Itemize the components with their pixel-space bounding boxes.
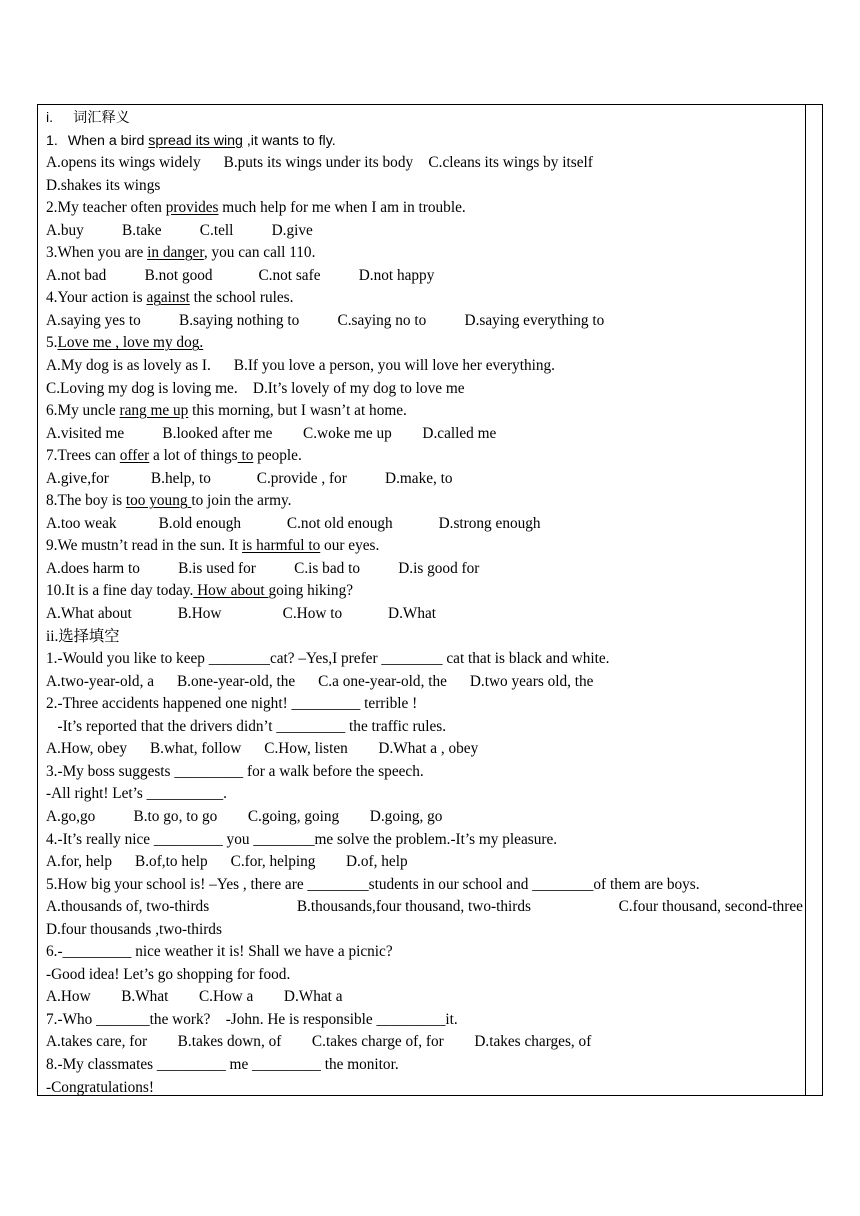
section2-line: 4.-It’s really nice _________ you ________me solve the problem.-It’s my pleasure. [46,830,558,848]
section2-line: A.How, obey B.what, follow C.How, listen D.What a , obey [46,740,479,758]
question-6-options: A.visited me B.looked after me C.woke me up D.called me [46,424,497,442]
section2-line: 2.-Three accidents happened one night! _________ terrible ! [46,695,418,713]
section2-q5-options: A.thousands of, two-thirds B.thousands,four thousand, two-thirds C.four thousand, second-three [46,898,803,916]
question-7-options: A.give,for B.help, to C.provide , for D.make, to [46,469,453,487]
question-2-options: A.buy B.take C.tell D.give [46,221,313,239]
question-3-options: A.not bad B.not good C.not safe D.not happy [46,266,435,284]
question-8-options: A.too weak B.old enough C.not old enough D.strong enough [46,514,541,532]
question-10: 10.It is a fine day today. How about going hiking? [46,582,354,600]
section2-line: 6.-_________ nice weather it is! Shall we have a picnic? [46,943,393,961]
section2-line: 3.-My boss suggests _________ for a walk before the speech. [46,762,424,780]
section2-line: -It’s reported that the drivers didn’t _________ the traffic rules. [46,717,447,735]
heading-number: i. [46,110,54,126]
question-8: 8.The boy is too young to join the army. [46,492,292,510]
question-1: 1. When a bird spread its wing ,it wants to fly. [46,132,336,149]
question-4: 4.Your action is against the school rules. [46,289,294,307]
question-5-options: A.My dog is as lovely as I. B.If you love a person, you will love her everything. [46,357,555,375]
section2-line: A.How B.What C.How a D.What a [46,988,343,1006]
question-2: 2.My teacher often provides much help for me when I am in trouble. [46,199,466,217]
heading-text: 词汇释义 [73,110,130,126]
section2-line: A.two-year-old, a B.one-year-old, the C.a one-year-old, the D.two years old, the [46,672,594,690]
question-1-options: D.shakes its wings [46,176,161,194]
question-6: 6.My uncle rang me up this morning, but I wasn’t at home. [46,402,407,420]
worksheet-table [37,104,823,1096]
question-4-options: A.saying yes to B.saying nothing to C.saying no to D.saying everything to [46,311,605,329]
section2-line: D.four thousands ,two-thirds [46,920,222,938]
section2-line: -All right! Let’s __________. [46,785,227,803]
section2-line: A.go,go B.to go, to go C.going, going D.going, go [46,807,443,825]
section2-line: A.for, help B.of,to help C.for, helping D.of, help [46,853,408,871]
question-5-options: C.Loving my dog is loving me. D.It’s lovely of my dog to love me [46,379,465,397]
section2-line: -Congratulations! [46,1078,154,1096]
question-10-options: A.What about B.How C.How to D.What [46,605,437,623]
question-1-options: A.opens its wings widely B.puts its wings under its body C.cleans its wings by itself [46,154,593,172]
section2-line: 5.How big your school is! –Yes , there are ________students in our school and ________of them are boys. [46,875,700,893]
section2-line: 8.-My classmates _________ me _________ the monitor. [46,1055,399,1073]
right-column [805,105,824,1095]
section2-line: A.takes care, for B.takes down, of C.takes charge of, for D.takes charges, of [46,1033,592,1051]
section2-heading: ii.选择填空 [46,627,120,645]
question-3: 3.When you are in danger, you can call 110. [46,244,316,262]
worksheet-cell [46,107,803,1099]
question-9: 9.We mustn’t read in the sun. It is harmful to our eyes. [46,537,380,555]
question-5: 5.Love me , love my dog. [46,334,204,352]
section2-line: 1.-Would you like to keep ________cat? –Yes,I prefer ________ cat that is black and white. [46,650,610,668]
section2-line: 7.-Who _______the work? -John. He is responsible _________it. [46,1010,458,1028]
section1-heading [46,107,803,130]
question-7: 7.Trees can offer a lot of things to people. [46,447,302,465]
question-9-options: A.does harm to B.is used for C.is bad to D.is good for [46,559,480,577]
section2-line: -Good idea! Let’s go shopping for food. [46,965,291,983]
